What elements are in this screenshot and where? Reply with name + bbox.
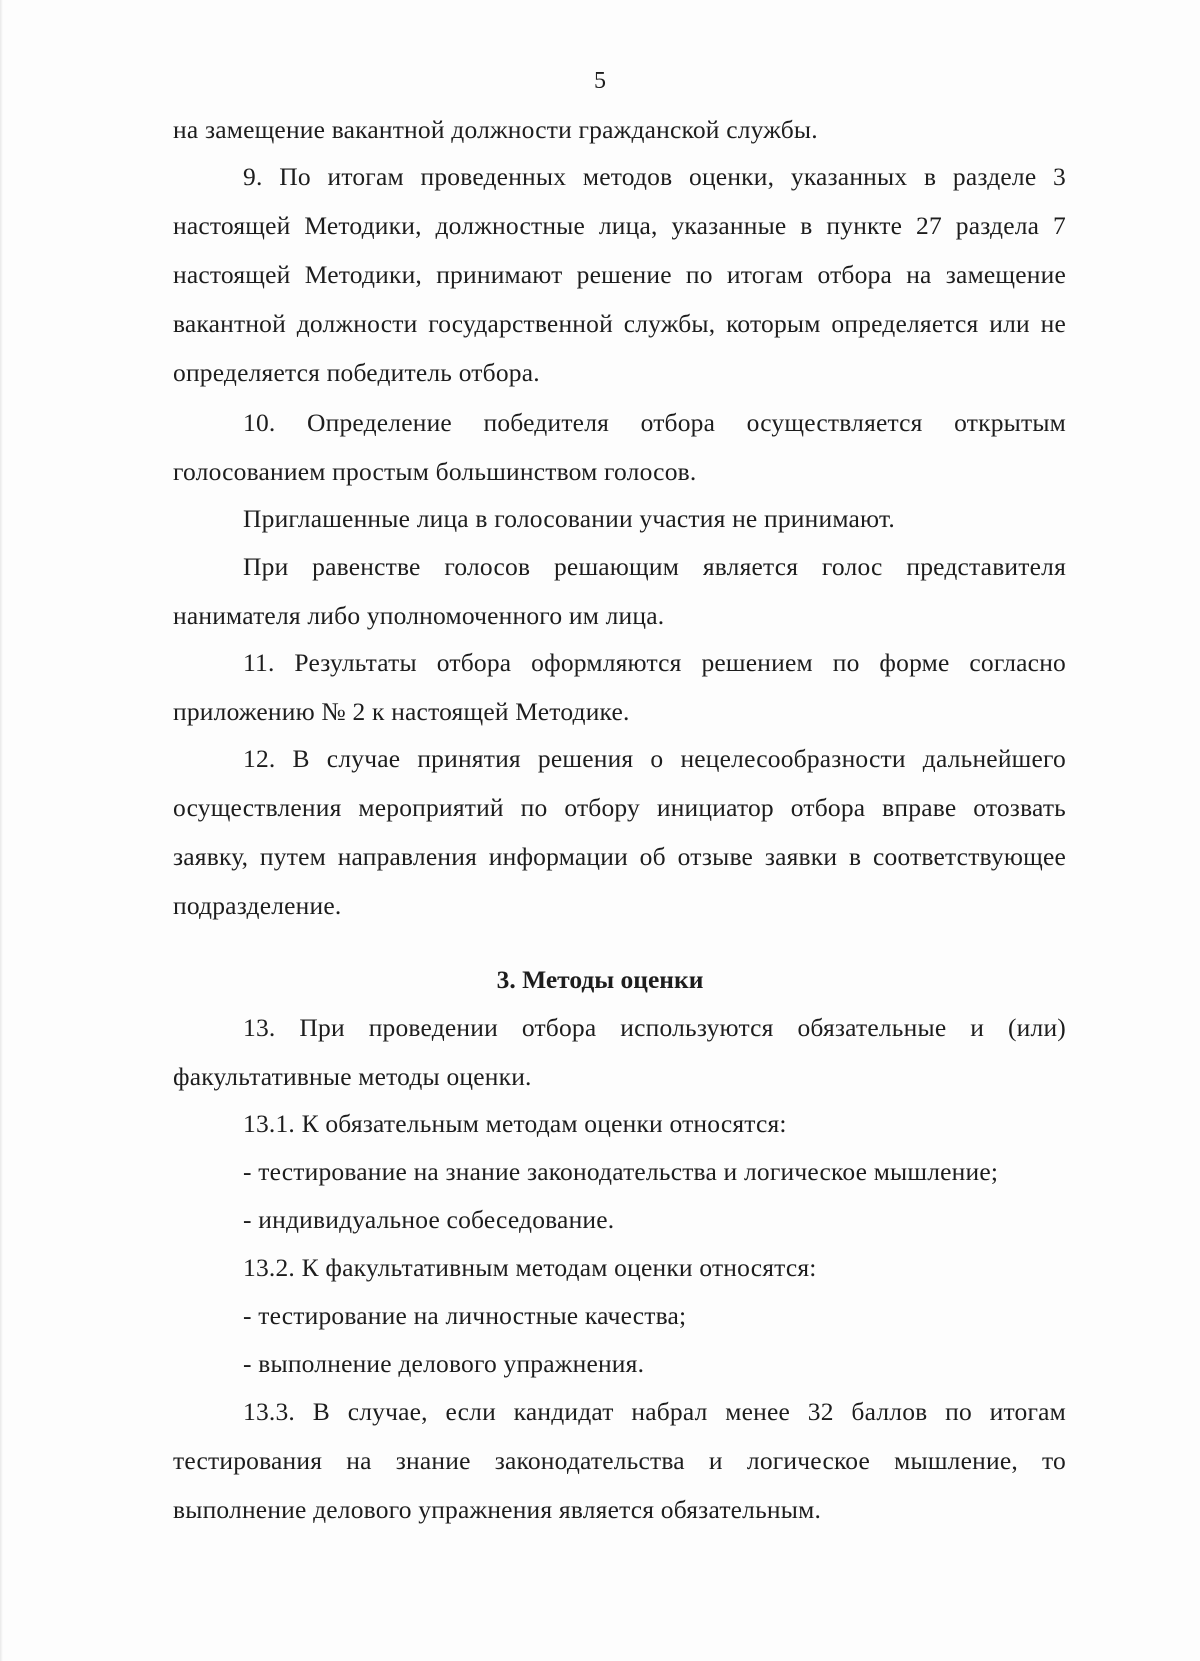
clause-9: 9. По итогам проведенных методов оценки, указанных в разделе 3 настоящей Методики, должностные лица, указанные в пункте 27 раздела 7 настоящей Методики, принимают решение по итогам отбора на замещение вакантной должности государственной службы, которым определяется или не определяется победитель отбора. xyxy=(173,162,1066,387)
clause-13-3: 13.3. В случае, если кандидат набрал менее 32 баллов по итогам тестирования на знание законодательства и логическое мышление, то выполнение делового упражнения является обязательным. xyxy=(173,1397,1066,1524)
scan-edge xyxy=(0,0,3,1661)
clause-13: 13. При проведении отбора используются обязательные и (или) факультативные методы оценки. xyxy=(173,1013,1066,1091)
list-item: - выполнение делового упражнения. xyxy=(243,1349,645,1378)
page-number: 5 xyxy=(594,68,606,94)
section-heading: 3. Методы оценки xyxy=(496,965,704,994)
list-item: - индивидуальное собеседование. xyxy=(243,1205,615,1234)
clause-13-1: 13.1. К обязательным методам оценки относятся: xyxy=(243,1109,787,1138)
list-item: - тестирование на личностные качества; xyxy=(243,1301,687,1330)
invited-persons-paragraph: Приглашенные лица в голосовании участия не принимают. xyxy=(243,504,895,533)
vote-equality-paragraph: При равенстве голосов решающим является голос представителя нанимателя либо уполномоченного им лица. xyxy=(173,552,1066,630)
clause-11: 11. Результаты отбора оформляются решением по форме согласно приложению № 2 к настоящей Методике. xyxy=(173,648,1066,726)
clause-10: 10. Определение победителя отбора осуществляется открытым голосованием простым большинством голосов. xyxy=(173,408,1066,486)
clause-13-2: 13.2. К факультативным методам оценки относятся: xyxy=(243,1253,817,1282)
list-item: - тестирование на знание законодательства и логическое мышление; xyxy=(243,1157,999,1186)
continuation-paragraph: на замещение вакантной должности гражданской службы. xyxy=(173,115,818,144)
clause-12: 12. В случае принятия решения о нецелесообразности дальнейшего осуществления мероприятий по отбору инициатор отбора вправе отозвать заявку, путем направления информации об отзыве заявки в соответствующее подразделение. xyxy=(173,744,1066,920)
